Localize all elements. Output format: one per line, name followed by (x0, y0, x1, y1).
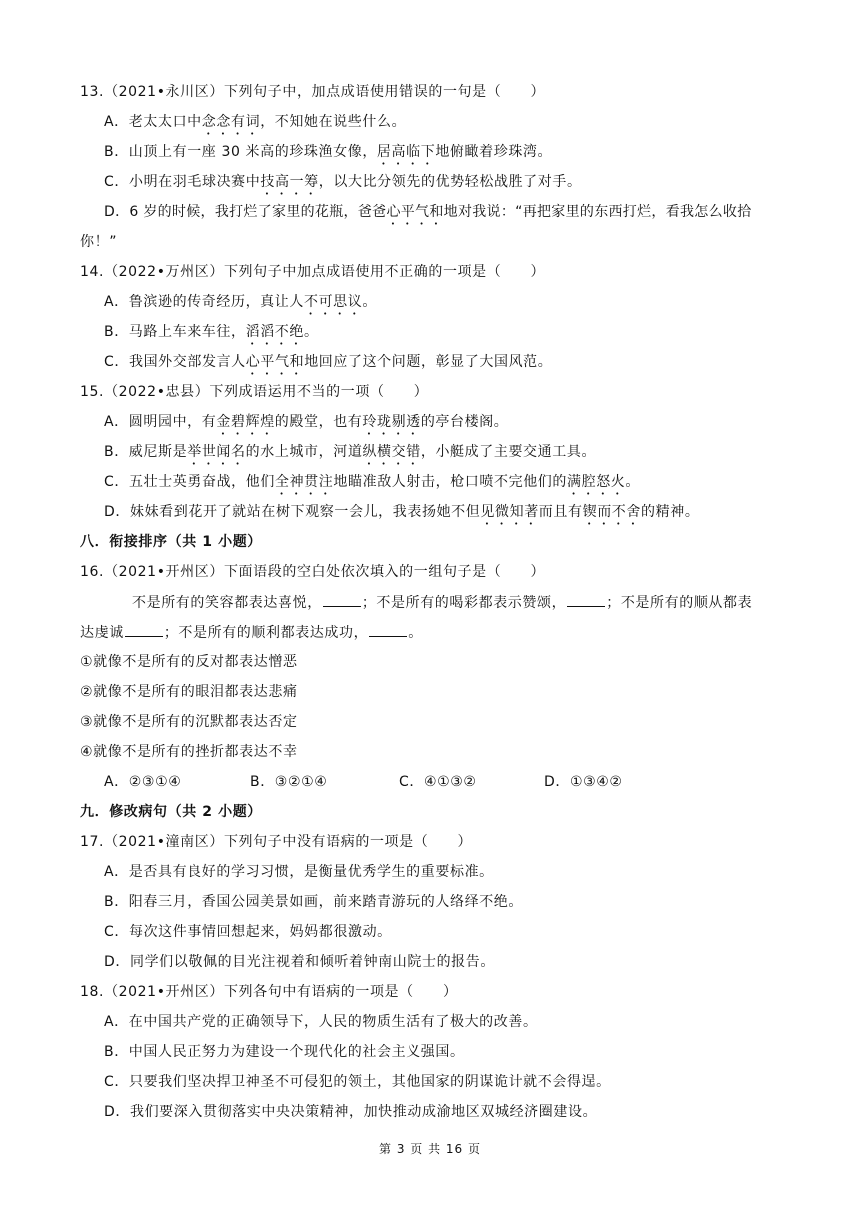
q16-sentence-1: ①就像不是所有的反对都表达憎恶 (80, 654, 298, 670)
blank-3 (125, 622, 163, 637)
q16-sentence-2: ②就像不是所有的眼泪都表达悲痛 (80, 684, 298, 700)
q16-stem: 16.（2021•开州区）下面语段的空白处依次填入的一组句子是（ ） (80, 564, 546, 580)
q16-option-a: A．②③①④ (104, 774, 182, 790)
q14-option-c: C．我国外交部发言人心平气和地回应了这个问题，彰显了大国风范。 (104, 354, 553, 370)
q13-option-d: D．6 岁的时候，我打烂了家里的花瓶，爸爸心平气和地对我说：“再把家里的东西打烂，看我怎么收拾 (104, 204, 752, 220)
q13-stem: 13.（2021•永川区）下列句子中，加点成语使用错误的一句是（ ） (80, 84, 546, 100)
q14-stem: 14.（2022•万州区）下列句子中加点成语使用不正确的一项是（ ） (80, 264, 546, 280)
blank-2 (567, 592, 605, 607)
q16-passage-line1: 不是所有的笑容都表达喜悦， ；不是所有的喝彩都表示赞颂， ；不是所有的顺从都表 (132, 592, 752, 613)
q13-option-c: C．小明在羽毛球决赛中技高一筹，以大比分领先的优势轻松战胜了对手。 (104, 174, 582, 190)
q13-option-a: A．老太太口中念念有词，不知她在说些什么。 (104, 114, 407, 130)
blank-4 (369, 622, 407, 637)
q15-option-c: C．五壮士英勇奋战，他们全神贯注地瞄准敌人射击，枪口喷不完他们的满腔怒火。 (104, 474, 641, 490)
q15-option-d: D．妹妹看到花开了就站在树下观察一会儿，我表扬她不但见微知著而且有锲而不舍的精神。 (104, 504, 700, 520)
q16-options (0, 772, 860, 792)
q16-sentence-4: ④就像不是所有的挫折都表达不幸 (80, 744, 298, 760)
q18-option-d: D．我们要深入贯彻落实中央决策精神，加快推动成渝地区双城经济圈建设。 (104, 1104, 598, 1120)
q13-option-b: B．山顶上有一座 30 米高的珍珠渔女像，居高临下地俯瞰着珍珠湾。 (104, 144, 553, 160)
q15-option-b: B．威尼斯是举世闻名的水上城市，河道纵横交错，小艇成了主要交通工具。 (104, 444, 597, 460)
q17-option-a: A．是否具有良好的学习习惯，是衡量优秀学生的重要标准。 (104, 864, 494, 880)
q16-passage-line2: 达虔诚 ；不是所有的顺利都表达成功， 。 (80, 622, 423, 643)
q14-option-b: B．马路上车来车往，滔滔不绝。 (104, 324, 319, 340)
section-heading-8: 八．衔接排序（共 1 小题） (80, 534, 262, 550)
q13-option-d-cont: 你！” (80, 234, 118, 250)
blank-1 (323, 592, 361, 607)
q16-option-d: D．①③④② (544, 774, 623, 790)
q18-option-b: B．中国人民正努力为建设一个现代化的社会主义强国。 (104, 1044, 465, 1060)
q15-option-a: A．圆明园中，有金碧辉煌的殿堂，也有玲珑剔透的亭台楼阁。 (104, 414, 509, 430)
q17-stem: 17.（2021•潼南区）下列句子中没有语病的一项是（ ） (80, 834, 473, 850)
q16-option-c: C．④①③② (399, 774, 477, 790)
section-heading-9: 九．修改病句（共 2 小题） (80, 804, 262, 820)
q18-option-c: C．只要我们坚决捍卫神圣不可侵犯的领土，其他国家的阴谋诡计就不会得逞。 (104, 1074, 611, 1090)
q16-sentence-3: ③就像不是所有的沉默都表达否定 (80, 714, 298, 730)
q17-option-b: B．阳春三月，香国公园美景如画，前来踏青游玩的人络绎不绝。 (104, 894, 524, 910)
q18-stem: 18.（2021•开州区）下列各句中有语病的一项是（ ） (80, 984, 458, 1000)
q18-option-a: A．在中国共产党的正确领导下，人民的物质生活有了极大的改善。 (104, 1014, 538, 1030)
q17-option-c: C．每次这件事情回想起来，妈妈都很激动。 (104, 924, 392, 940)
q17-option-d: D．同学们以敬佩的目光注视着和倾听着钟南山院士的报告。 (104, 954, 495, 970)
q15-stem: 15.（2022•忠县）下列成语运用不当的一项（ ） (80, 384, 429, 400)
page-footer: 第 3 页 共 16 页 (379, 1142, 481, 1156)
q14-option-a: A．鲁滨逊的传奇经历，真让人不可思议。 (104, 294, 377, 310)
q16-option-b: B．③②①④ (250, 774, 328, 790)
